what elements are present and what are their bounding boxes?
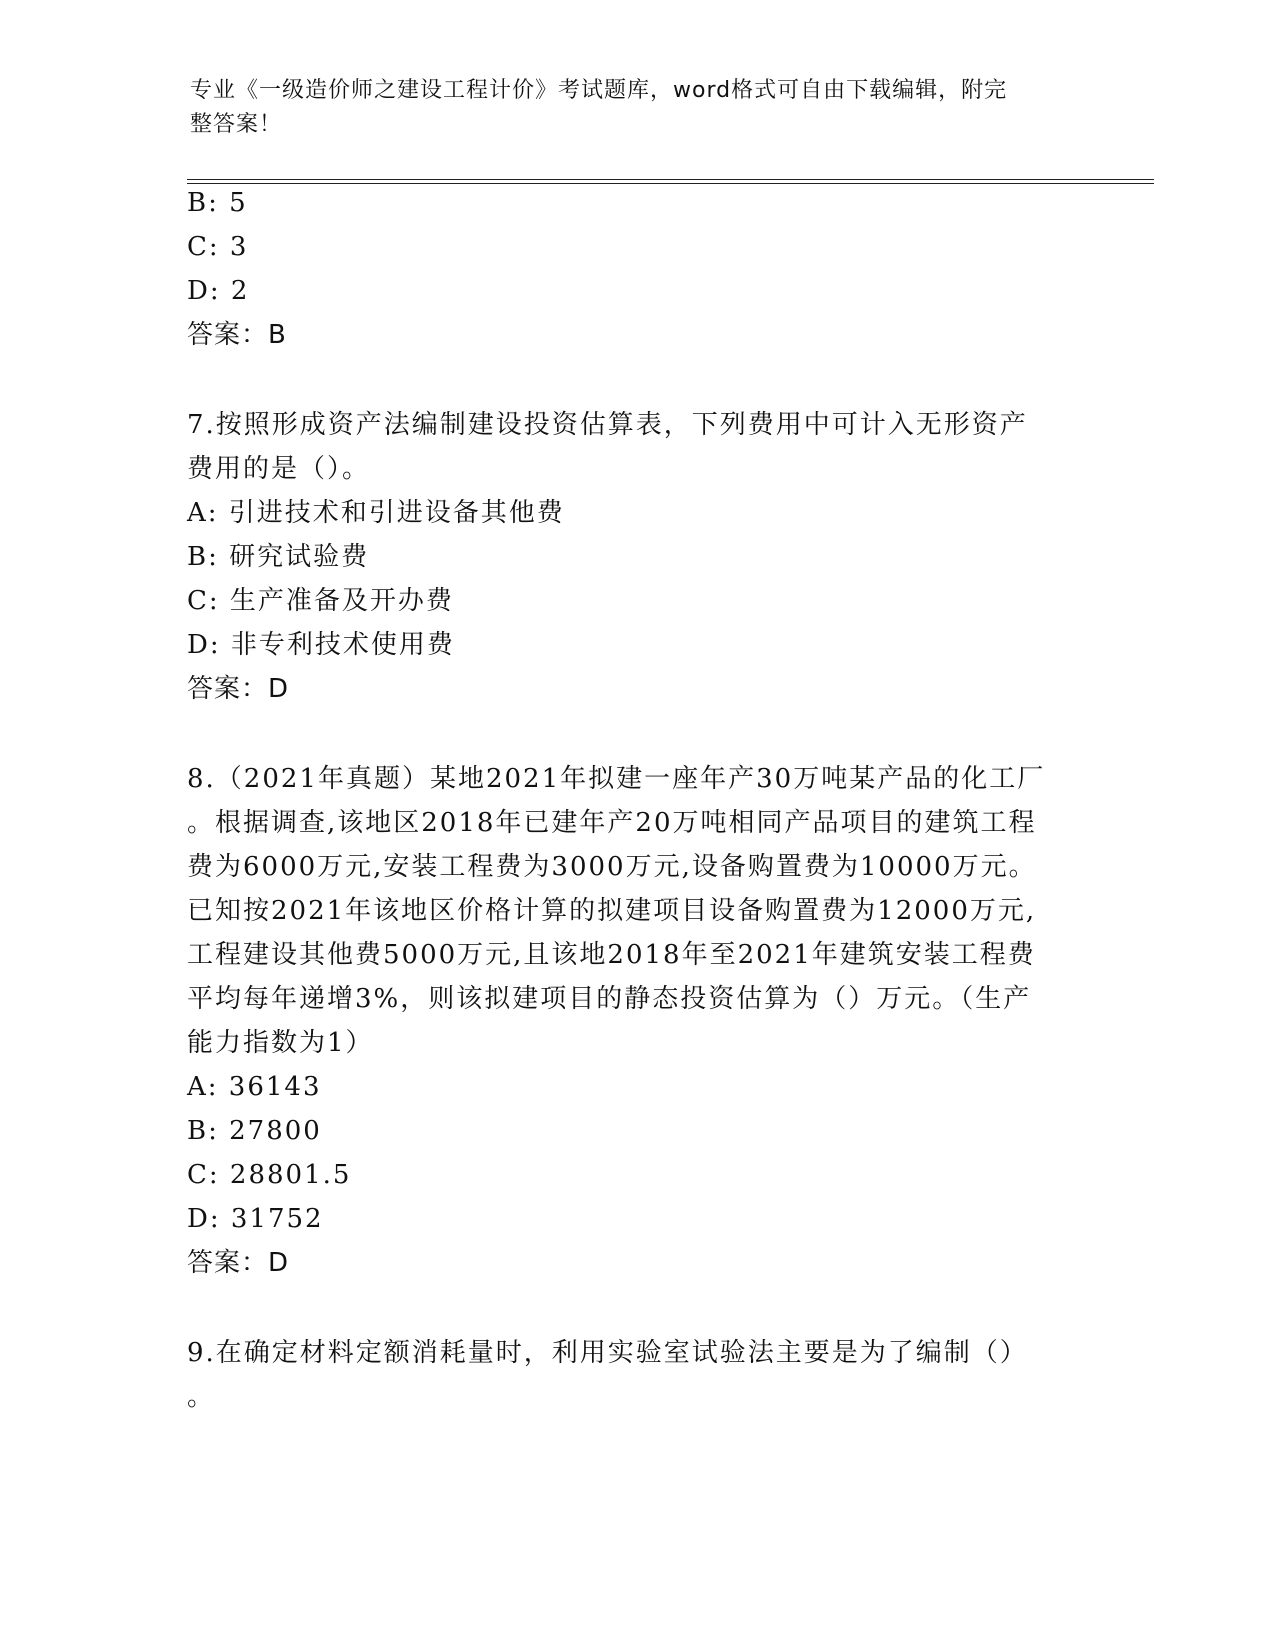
q8-option-d: D: 31752	[187, 1204, 324, 1234]
q8-stem-line-3: 费为6000万元,安装工程费为3000万元,设备购置费为10000万元。	[187, 852, 1037, 882]
q8-stem-line-1: 8.（2021年真题）某地2021年拟建一座年产30万吨某产品的化工厂	[187, 764, 1046, 794]
header-divider-bottom	[187, 183, 1154, 184]
q7-option-c: C: 生产准备及开办费	[187, 586, 454, 616]
q8-stem-line-4: 已知按2021年该地区价格计算的拟建项目设备购置费为12000万元,	[187, 896, 1037, 926]
q7-option-a: A: 引进技术和引进设备其他费	[187, 498, 565, 528]
q6-option-c: C: 3	[187, 232, 249, 262]
q6-answer: 答案：B	[187, 320, 287, 350]
q8-stem-line-7: 能力指数为1）	[187, 1028, 374, 1058]
q6-option-b: B: 5	[187, 188, 248, 218]
q7-stem-line-1: 7.按照形成资产法编制建设投资估算表，下列费用中可计入无形资产	[187, 410, 1028, 440]
q8-answer: 答案：D	[187, 1248, 290, 1278]
q8-stem-line-6: 平均每年递增3%，则该拟建项目的静态投资估算为（）万元。（生产	[187, 984, 1032, 1014]
q9-stem-line-1: 9.在确定材料定额消耗量时，利用实验室试验法主要是为了编制（）	[187, 1338, 1028, 1368]
q8-option-c: C: 28801.5	[187, 1160, 352, 1190]
q7-option-d: D: 非专利技术使用费	[187, 630, 455, 660]
header-divider-top	[187, 179, 1154, 180]
q9-stem-line-2: 。	[187, 1382, 216, 1412]
q7-answer: 答案：D	[187, 674, 290, 704]
q7-stem-line-2: 费用的是（）。	[187, 454, 371, 484]
document-header	[190, 74, 1070, 142]
header-line-1: 专业《一级造价师之建设工程计价》考试题库，word格式可自由下载编辑，附完	[190, 78, 1008, 103]
q7-option-b: B: 研究试验费	[187, 542, 370, 572]
header-line-2: 整答案！	[190, 112, 283, 137]
q8-option-a: A: 36143	[187, 1072, 322, 1102]
q8-stem-line-2: 。根据调查,该地区2018年已建年产20万吨相同产品项目的建筑工程	[187, 808, 1037, 838]
q8-stem-line-5: 工程建设其他费5000万元,且该地2018年至2021年建筑安装工程费	[187, 940, 1036, 970]
q6-option-d: D: 2	[187, 276, 250, 306]
q8-option-b: B: 27800	[187, 1116, 322, 1146]
